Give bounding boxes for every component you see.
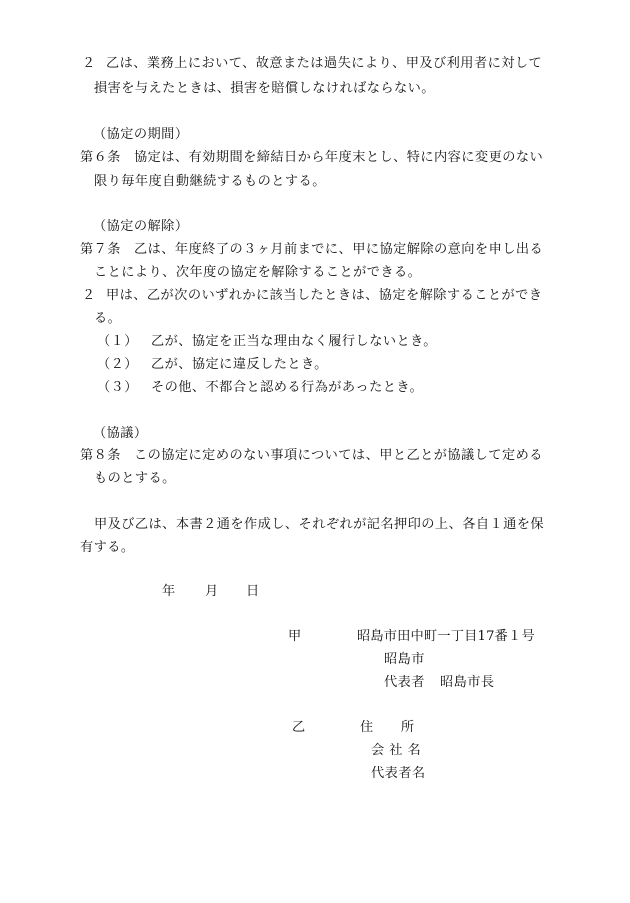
- closing-line2: 有する。: [80, 540, 135, 555]
- party-b-label: 乙: [292, 720, 306, 735]
- list-item-text: 乙が、協定に違反したとき。: [151, 357, 328, 372]
- party-a-rep-name: 昭島市長: [440, 675, 495, 690]
- list-item-text: その他、不都合と認める行為があったとき。: [151, 380, 424, 395]
- article8-line2: ものとする。: [94, 471, 176, 486]
- date-month: 月: [205, 584, 219, 599]
- date-day: 日: [246, 584, 260, 599]
- article6-number: 第６条: [80, 150, 121, 165]
- party-b-address-label: 住 所: [360, 720, 415, 735]
- article7-line1: 乙は、年度終了の３ヶ月前までに、甲に協定解除の意向を申し出る: [134, 242, 544, 257]
- list-item-number: （３）: [97, 380, 138, 395]
- party-b-company-label: 会 社 名: [371, 743, 422, 758]
- closing-line1: 甲及び乙は、本書２通を作成し、それぞれが記名押印の上、各自１通を保: [94, 517, 545, 532]
- party-b-rep-label: 代表者名: [371, 766, 426, 781]
- article7-para2-number: ２: [82, 288, 96, 303]
- list-item-number: （２）: [97, 357, 138, 372]
- clause2-line1: 乙は、業務上において、故意または過失により、甲及び利用者に対して: [106, 56, 543, 71]
- article8-line1: この協定に定めのない事項については、甲と乙とが協議して定める: [134, 448, 543, 463]
- party-a-label: 甲: [288, 629, 302, 644]
- article7-para2-line2: る。: [94, 311, 122, 326]
- party-a-rep-label: 代表者: [384, 675, 425, 690]
- article8-number: 第８条: [80, 448, 121, 463]
- article8-heading: （協議）: [93, 426, 148, 441]
- article7-number: 第７条: [80, 242, 121, 257]
- article7-heading: （協定の解除）: [93, 219, 189, 234]
- article6-heading: （協定の期間）: [93, 127, 189, 142]
- article6-line2: 限り毎年度自動継続するものとする。: [94, 174, 326, 189]
- list-item-number: （１）: [97, 334, 138, 349]
- party-a-address: 昭島市田中町一丁目17番１号: [357, 629, 535, 644]
- list-item-text: 乙が、協定を正当な理由なく履行しないとき。: [151, 334, 437, 349]
- party-a-org: 昭島市: [384, 652, 425, 667]
- article6-line1: 協定は、有効期間を締結日から年度末とし、特に内容に変更のない: [134, 150, 544, 165]
- date-year: 年: [162, 584, 176, 599]
- clause2-line2: 損害を与えたときは、損害を賠償しなければならない。: [94, 81, 435, 96]
- article7-line2: ことにより、次年度の協定を解除することができる。: [94, 265, 422, 280]
- clause2-number: ２: [82, 56, 96, 71]
- article7-para2-line1: 甲は、乙が次のいずれかに該当したときは、協定を解除することができ: [106, 288, 543, 303]
